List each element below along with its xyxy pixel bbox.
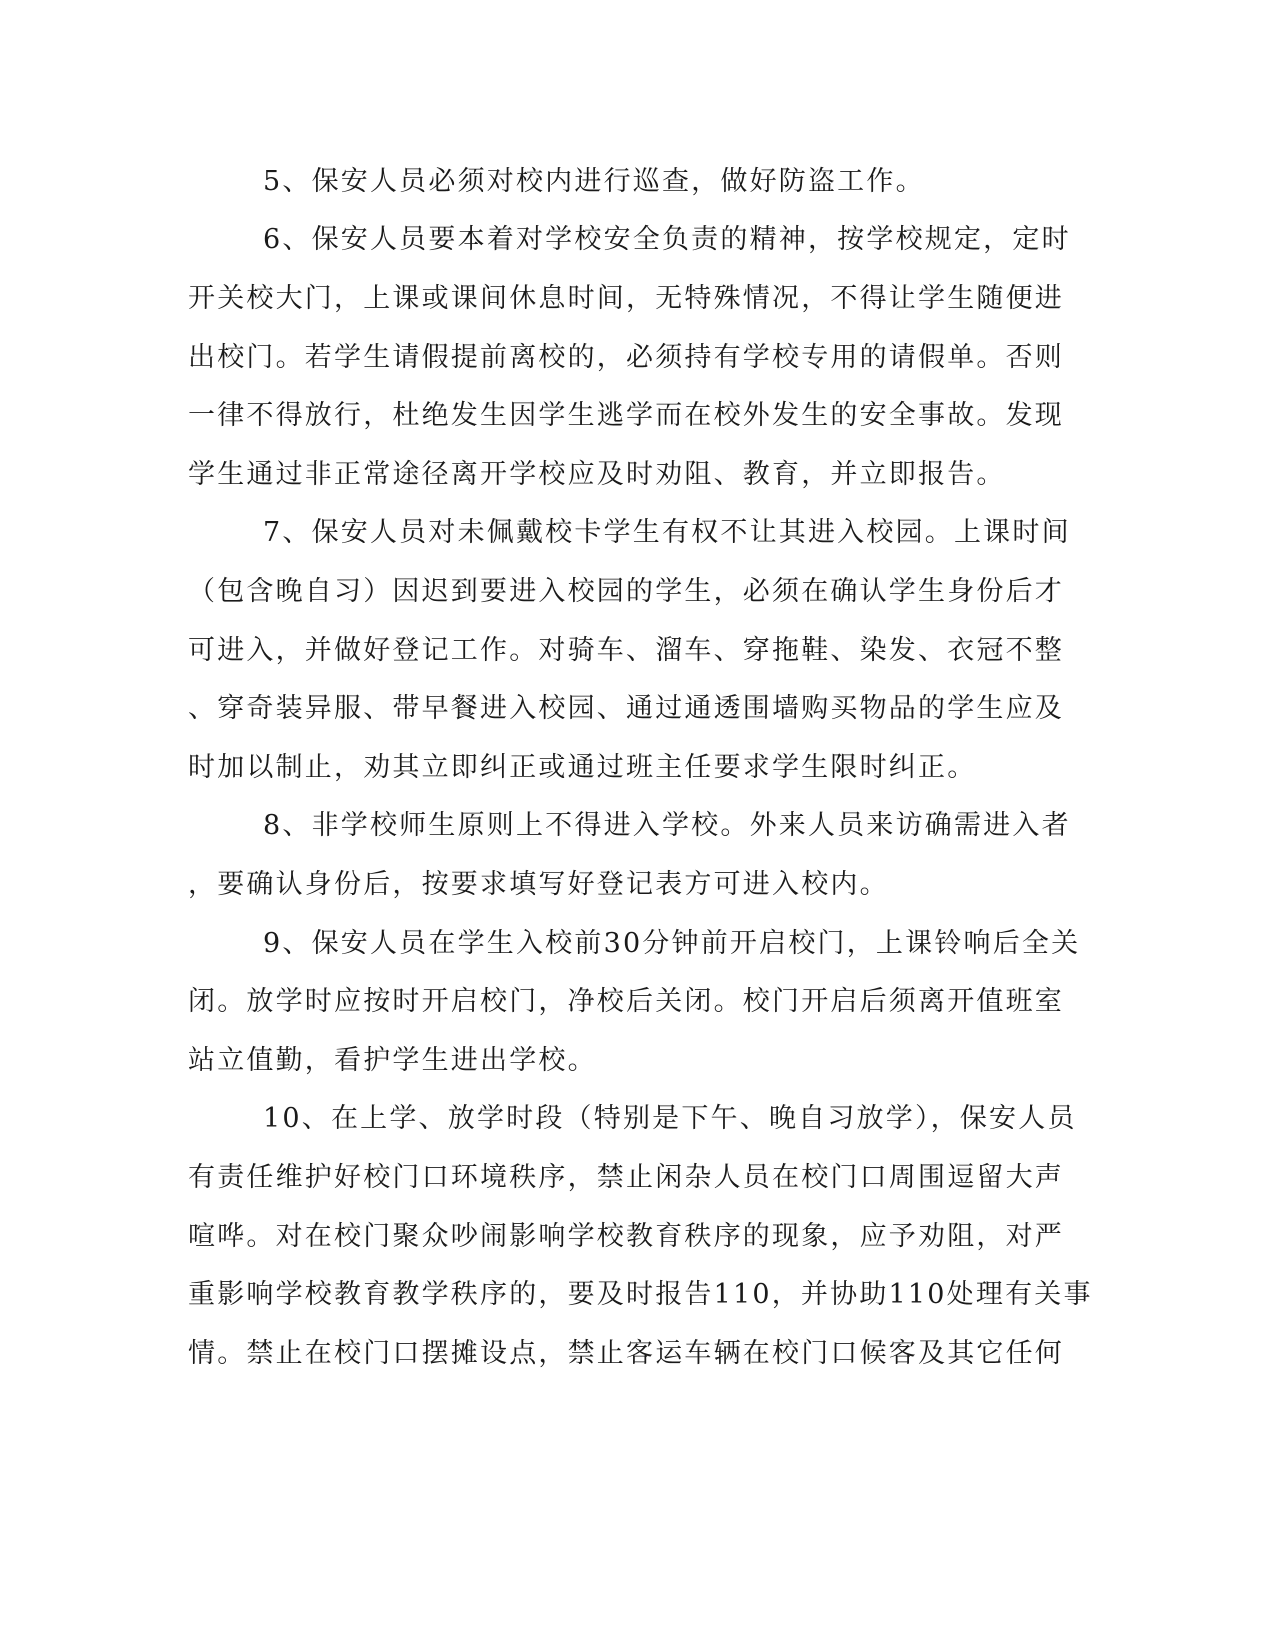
item-7-line-2: （包含晚自习）因迟到要进入校园的学生，必须在确认学生身份后才 — [188, 576, 1064, 607]
item-9-line-2: 闭。放学时应按时开启校门，净校后关闭。校门开启后须离开值班室 — [188, 986, 1064, 1017]
item-8-line-1: 8、非学校师生原则上不得进入学校。外来人员来访确需进入者 — [263, 810, 1071, 841]
item-10-line-5: 情。禁止在校门口摆摊设点，禁止客运车辆在校门口候客及其它任何 — [188, 1338, 1064, 1369]
item-6-line-1: 6、保安人员要本着对学校安全负责的精神，按学校规定，定时 — [263, 224, 1071, 255]
item-9-line-3: 站立值勤，看护学生进出学校。 — [188, 1045, 597, 1076]
item-10-line-1: 10、在上学、放学时段（特别是下午、晚自习放学），保安人员 — [263, 1103, 1077, 1134]
item-7-line-5: 时加以制止，劝其立即纠正或通过班主任要求学生限时纠正。 — [188, 752, 977, 783]
item-6-line-3: 出校门。若学生请假提前离校的，必须持有学校专用的请假单。否则 — [188, 342, 1064, 373]
item-6-line-2: 开关校大门，上课或课间休息时间，无特殊情况，不得让学生随便进 — [188, 283, 1064, 314]
item-6-line-4: 一律不得放行，杜绝发生因学生逃学而在校外发生的安全事故。发现 — [188, 400, 1064, 431]
item-10-line-4: 重影响学校教育教学秩序的，要及时报告110，并协助110处理有关事 — [188, 1279, 1093, 1310]
item-7-line-3: 可进入，并做好登记工作。对骑车、溜车、穿拖鞋、染发、衣冠不整 — [188, 635, 1064, 666]
item-7-line-4: 、穿奇装异服、带早餐进入校园、通过通透围墙购买物品的学生应及 — [188, 693, 1064, 724]
item-8-line-2: ，要确认身份后，按要求填写好登记表方可进入校内。 — [188, 869, 889, 900]
item-10-line-3: 喧哗。对在校门聚众吵闹影响学校教育秩序的现象，应予劝阻，对严 — [188, 1221, 1064, 1252]
item-9-line-1: 9、保安人员在学生入校前30分钟前开启校门，上课铃响后全关 — [263, 928, 1081, 959]
item-7-line-1: 7、保安人员对未佩戴校卡学生有权不让其进入校园。上课时间 — [263, 517, 1071, 548]
item-6-line-5: 学生通过非正常途径离开学校应及时劝阻、教育，并立即报告。 — [188, 459, 1006, 490]
item-10-line-2: 有责任维护好校门口环境秩序，禁止闲杂人员在校门口周围逗留大声 — [188, 1162, 1064, 1193]
item-5-line-1: 5、保安人员必须对校内进行巡查，做好防盗工作。 — [263, 166, 925, 197]
